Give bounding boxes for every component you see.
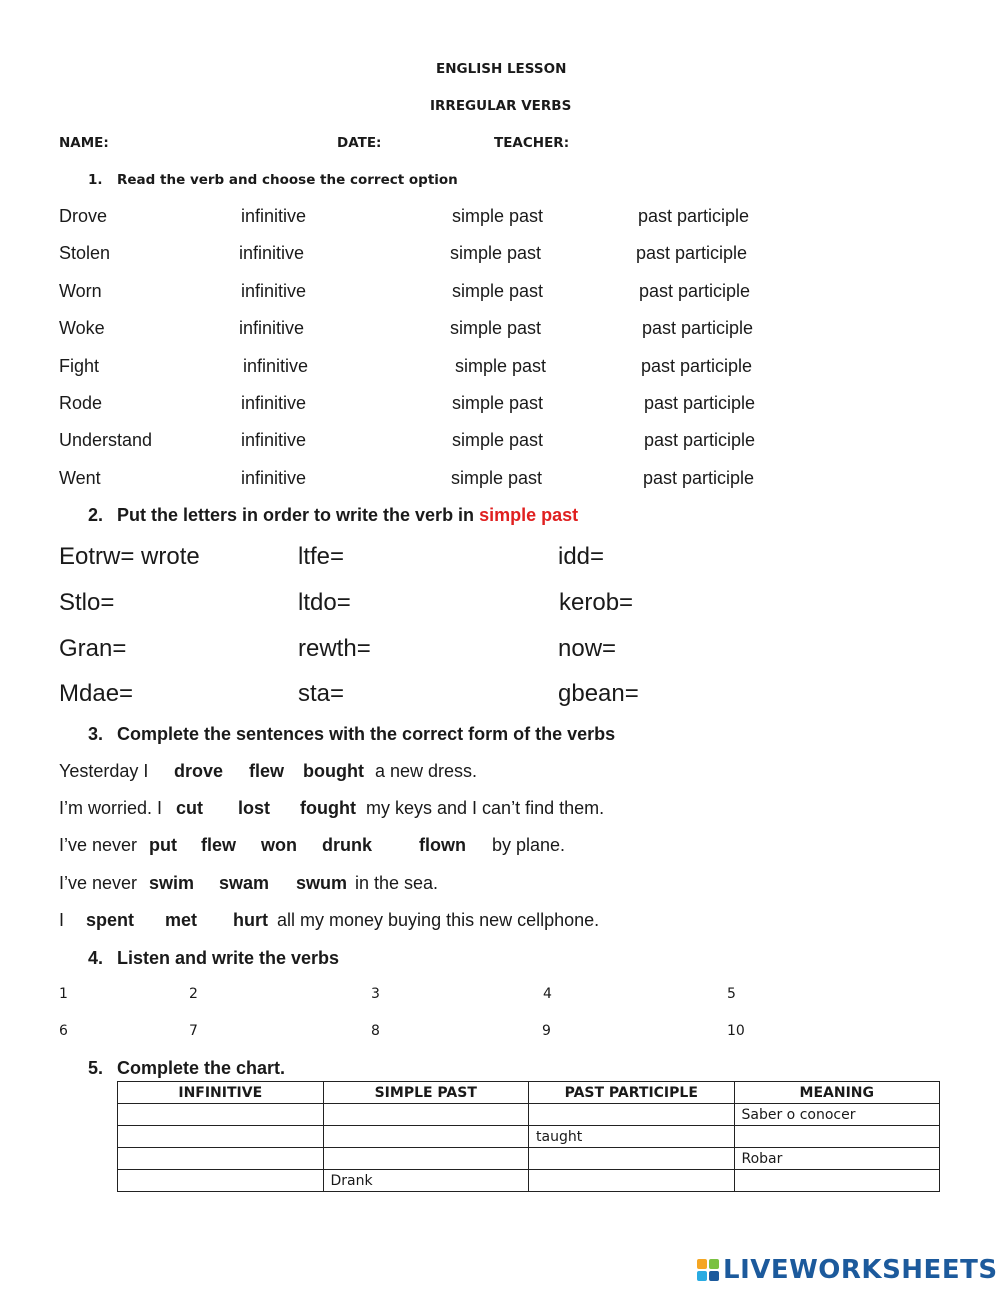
chart-cell[interactable]	[529, 1148, 735, 1170]
option-simple-past[interactable]: simple past	[450, 243, 542, 263]
chart-cell[interactable]	[118, 1148, 324, 1170]
chart-cell[interactable]	[323, 1126, 529, 1148]
verb-item: Drove	[59, 206, 108, 226]
scramble-item[interactable]: Mdae=	[59, 680, 134, 707]
option-simple-past[interactable]: simple past	[452, 206, 544, 226]
option-past-participle[interactable]: past participle	[643, 468, 755, 488]
option-simple-past[interactable]: simple past	[452, 393, 544, 413]
chart-cell[interactable]	[734, 1170, 940, 1192]
option-infinitive[interactable]: infinitive	[241, 430, 307, 450]
option-simple-past[interactable]: simple past	[452, 281, 544, 301]
table-row	[118, 1104, 940, 1126]
chart-cell[interactable]	[734, 1126, 940, 1148]
verb-item: Woke	[59, 318, 105, 338]
listen-number: 3	[371, 986, 380, 1002]
option-past-participle[interactable]: past participle	[642, 318, 754, 338]
chart-cell[interactable]	[118, 1170, 324, 1192]
section3-instruction: Complete the sentences with the correct form of the verbs	[117, 724, 616, 744]
verb-option[interactable]: flew	[201, 835, 237, 855]
logo-text: LIVEWORKSHEETS	[723, 1255, 998, 1285]
chart-header: SIMPLE PAST	[323, 1082, 529, 1104]
sentence-text: my keys and I can’t find them.	[366, 798, 605, 818]
chart-cell: taught	[529, 1126, 735, 1148]
logo-icon	[697, 1259, 719, 1281]
listen-number: 4	[543, 986, 552, 1002]
scramble-item[interactable]: Stlo=	[59, 589, 115, 616]
verb-option[interactable]: swam	[219, 873, 270, 893]
verb-option[interactable]: swum	[296, 873, 348, 893]
liveworksheets-logo[interactable]	[697, 1256, 998, 1284]
verb-item: Understand	[59, 430, 153, 450]
logo-square	[709, 1259, 719, 1269]
section5-instruction: Complete the chart.	[117, 1058, 286, 1078]
scramble-item[interactable]: now=	[558, 635, 617, 662]
listen-number: 8	[371, 1023, 380, 1039]
verb-option[interactable]: put	[149, 835, 177, 855]
verb-option[interactable]: drove	[174, 761, 224, 781]
section4-number: 4.	[88, 948, 104, 968]
verb-option[interactable]: cut	[176, 798, 203, 818]
sentence-text: in the sea.	[355, 873, 439, 893]
table-row	[118, 1148, 940, 1170]
chart-cell[interactable]	[529, 1170, 735, 1192]
sentence-text: all my money buying this new cellphone.	[277, 910, 600, 930]
page-subtitle: IRREGULAR VERBS	[430, 98, 572, 114]
date-label: DATE:	[337, 135, 382, 151]
scramble-item[interactable]: sta=	[298, 680, 345, 707]
verb-item: Worn	[59, 281, 102, 301]
option-simple-past[interactable]: simple past	[455, 356, 547, 376]
option-simple-past[interactable]: simple past	[450, 318, 542, 338]
scramble-item[interactable]: rewth=	[298, 635, 371, 662]
scramble-item[interactable]: Eotrw= wrote	[59, 543, 200, 570]
sentence-text: by plane.	[492, 835, 566, 855]
table-row	[118, 1126, 940, 1148]
chart-cell[interactable]	[323, 1104, 529, 1126]
section1-instruction: Read the verb and choose the correct option	[117, 172, 458, 188]
scramble-item[interactable]: Gran=	[59, 635, 127, 662]
option-infinitive[interactable]: infinitive	[239, 318, 305, 338]
option-past-participle[interactable]: past participle	[638, 206, 750, 226]
option-past-participle[interactable]: past participle	[641, 356, 753, 376]
logo-square	[697, 1271, 707, 1281]
name-label: NAME:	[59, 135, 109, 151]
option-simple-past[interactable]: simple past	[451, 468, 543, 488]
section2-instruction-highlight: simple past	[479, 505, 579, 525]
listen-number: 5	[727, 986, 736, 1002]
chart-header: PAST PARTICIPLE	[529, 1082, 735, 1104]
sentence-text: Yesterday I	[59, 761, 149, 781]
section4-instruction: Listen and write the verbs	[117, 948, 340, 968]
sentence-text: I’m worried. I	[59, 798, 163, 818]
option-past-participle[interactable]: past participle	[644, 393, 756, 413]
verb-item: Stolen	[59, 243, 111, 263]
teacher-label: TEACHER:	[494, 135, 570, 151]
verb-item: Went	[59, 468, 101, 488]
sentence-text: I’ve never	[59, 835, 138, 855]
section2-number: 2.	[88, 505, 104, 525]
section3-number: 3.	[88, 724, 104, 744]
verb-item: Fight	[59, 356, 100, 376]
option-infinitive[interactable]: infinitive	[239, 243, 305, 263]
verb-option[interactable]: spent	[86, 910, 135, 930]
option-past-participle[interactable]: past participle	[636, 243, 748, 263]
verb-option[interactable]: met	[165, 910, 198, 930]
scramble-item[interactable]: kerob=	[559, 589, 634, 616]
verb-option[interactable]: fought	[300, 798, 356, 818]
verb-option[interactable]: drunk	[322, 835, 373, 855]
chart-cell[interactable]	[118, 1126, 324, 1148]
option-past-participle[interactable]: past participle	[644, 430, 756, 450]
option-infinitive[interactable]: infinitive	[243, 356, 309, 376]
verb-item: Rode	[59, 393, 103, 413]
chart-cell[interactable]	[529, 1104, 735, 1126]
sentence-text: I’ve never	[59, 873, 138, 893]
chart-header-row	[118, 1082, 940, 1104]
listen-number: 6	[59, 1023, 68, 1039]
sentence-text: a new dress.	[375, 761, 478, 781]
scramble-item[interactable]: gbean=	[558, 680, 639, 707]
chart-cell: Drank	[323, 1170, 529, 1192]
chart-cell: Saber o conocer	[734, 1104, 940, 1126]
verb-option[interactable]: flown	[419, 835, 466, 855]
option-simple-past[interactable]: simple past	[452, 430, 544, 450]
listen-number: 7	[189, 1023, 198, 1039]
logo-square	[709, 1271, 719, 1281]
option-infinitive[interactable]: infinitive	[241, 393, 307, 413]
table-row	[118, 1170, 940, 1192]
listen-number: 2	[189, 986, 198, 1002]
scramble-item[interactable]: idd=	[558, 543, 605, 570]
listen-number: 1	[59, 986, 68, 1002]
chart-cell[interactable]	[118, 1104, 324, 1126]
verb-option[interactable]: swim	[149, 873, 195, 893]
listen-number: 10	[727, 1023, 745, 1039]
listen-number: 9	[542, 1023, 551, 1039]
section2-instruction-text: Put the letters in order to write the verb in	[117, 505, 475, 525]
chart-header: MEANING	[734, 1082, 940, 1104]
section5-number: 5.	[88, 1058, 104, 1078]
verb-option[interactable]: flew	[249, 761, 285, 781]
verb-option[interactable]: hurt	[233, 910, 268, 930]
section1-number: 1.	[88, 172, 103, 188]
option-infinitive[interactable]: infinitive	[241, 206, 307, 226]
scramble-item[interactable]: ltdo=	[298, 589, 351, 616]
page-title: ENGLISH LESSON	[436, 61, 567, 77]
section2-instruction	[117, 505, 578, 526]
verb-option[interactable]: won	[261, 835, 297, 855]
verb-option[interactable]: lost	[238, 798, 271, 818]
chart-cell: Robar	[734, 1148, 940, 1170]
option-past-participle[interactable]: past participle	[639, 281, 751, 301]
sentence-text: I	[59, 910, 65, 930]
verb-option[interactable]: bought	[303, 761, 364, 781]
verb-chart	[117, 1081, 940, 1192]
scramble-item[interactable]: ltfe=	[298, 543, 345, 570]
chart-header: INFINITIVE	[118, 1082, 324, 1104]
option-infinitive[interactable]: infinitive	[241, 281, 307, 301]
chart-cell[interactable]	[323, 1148, 529, 1170]
option-infinitive[interactable]: infinitive	[241, 468, 307, 488]
logo-square	[697, 1259, 707, 1269]
